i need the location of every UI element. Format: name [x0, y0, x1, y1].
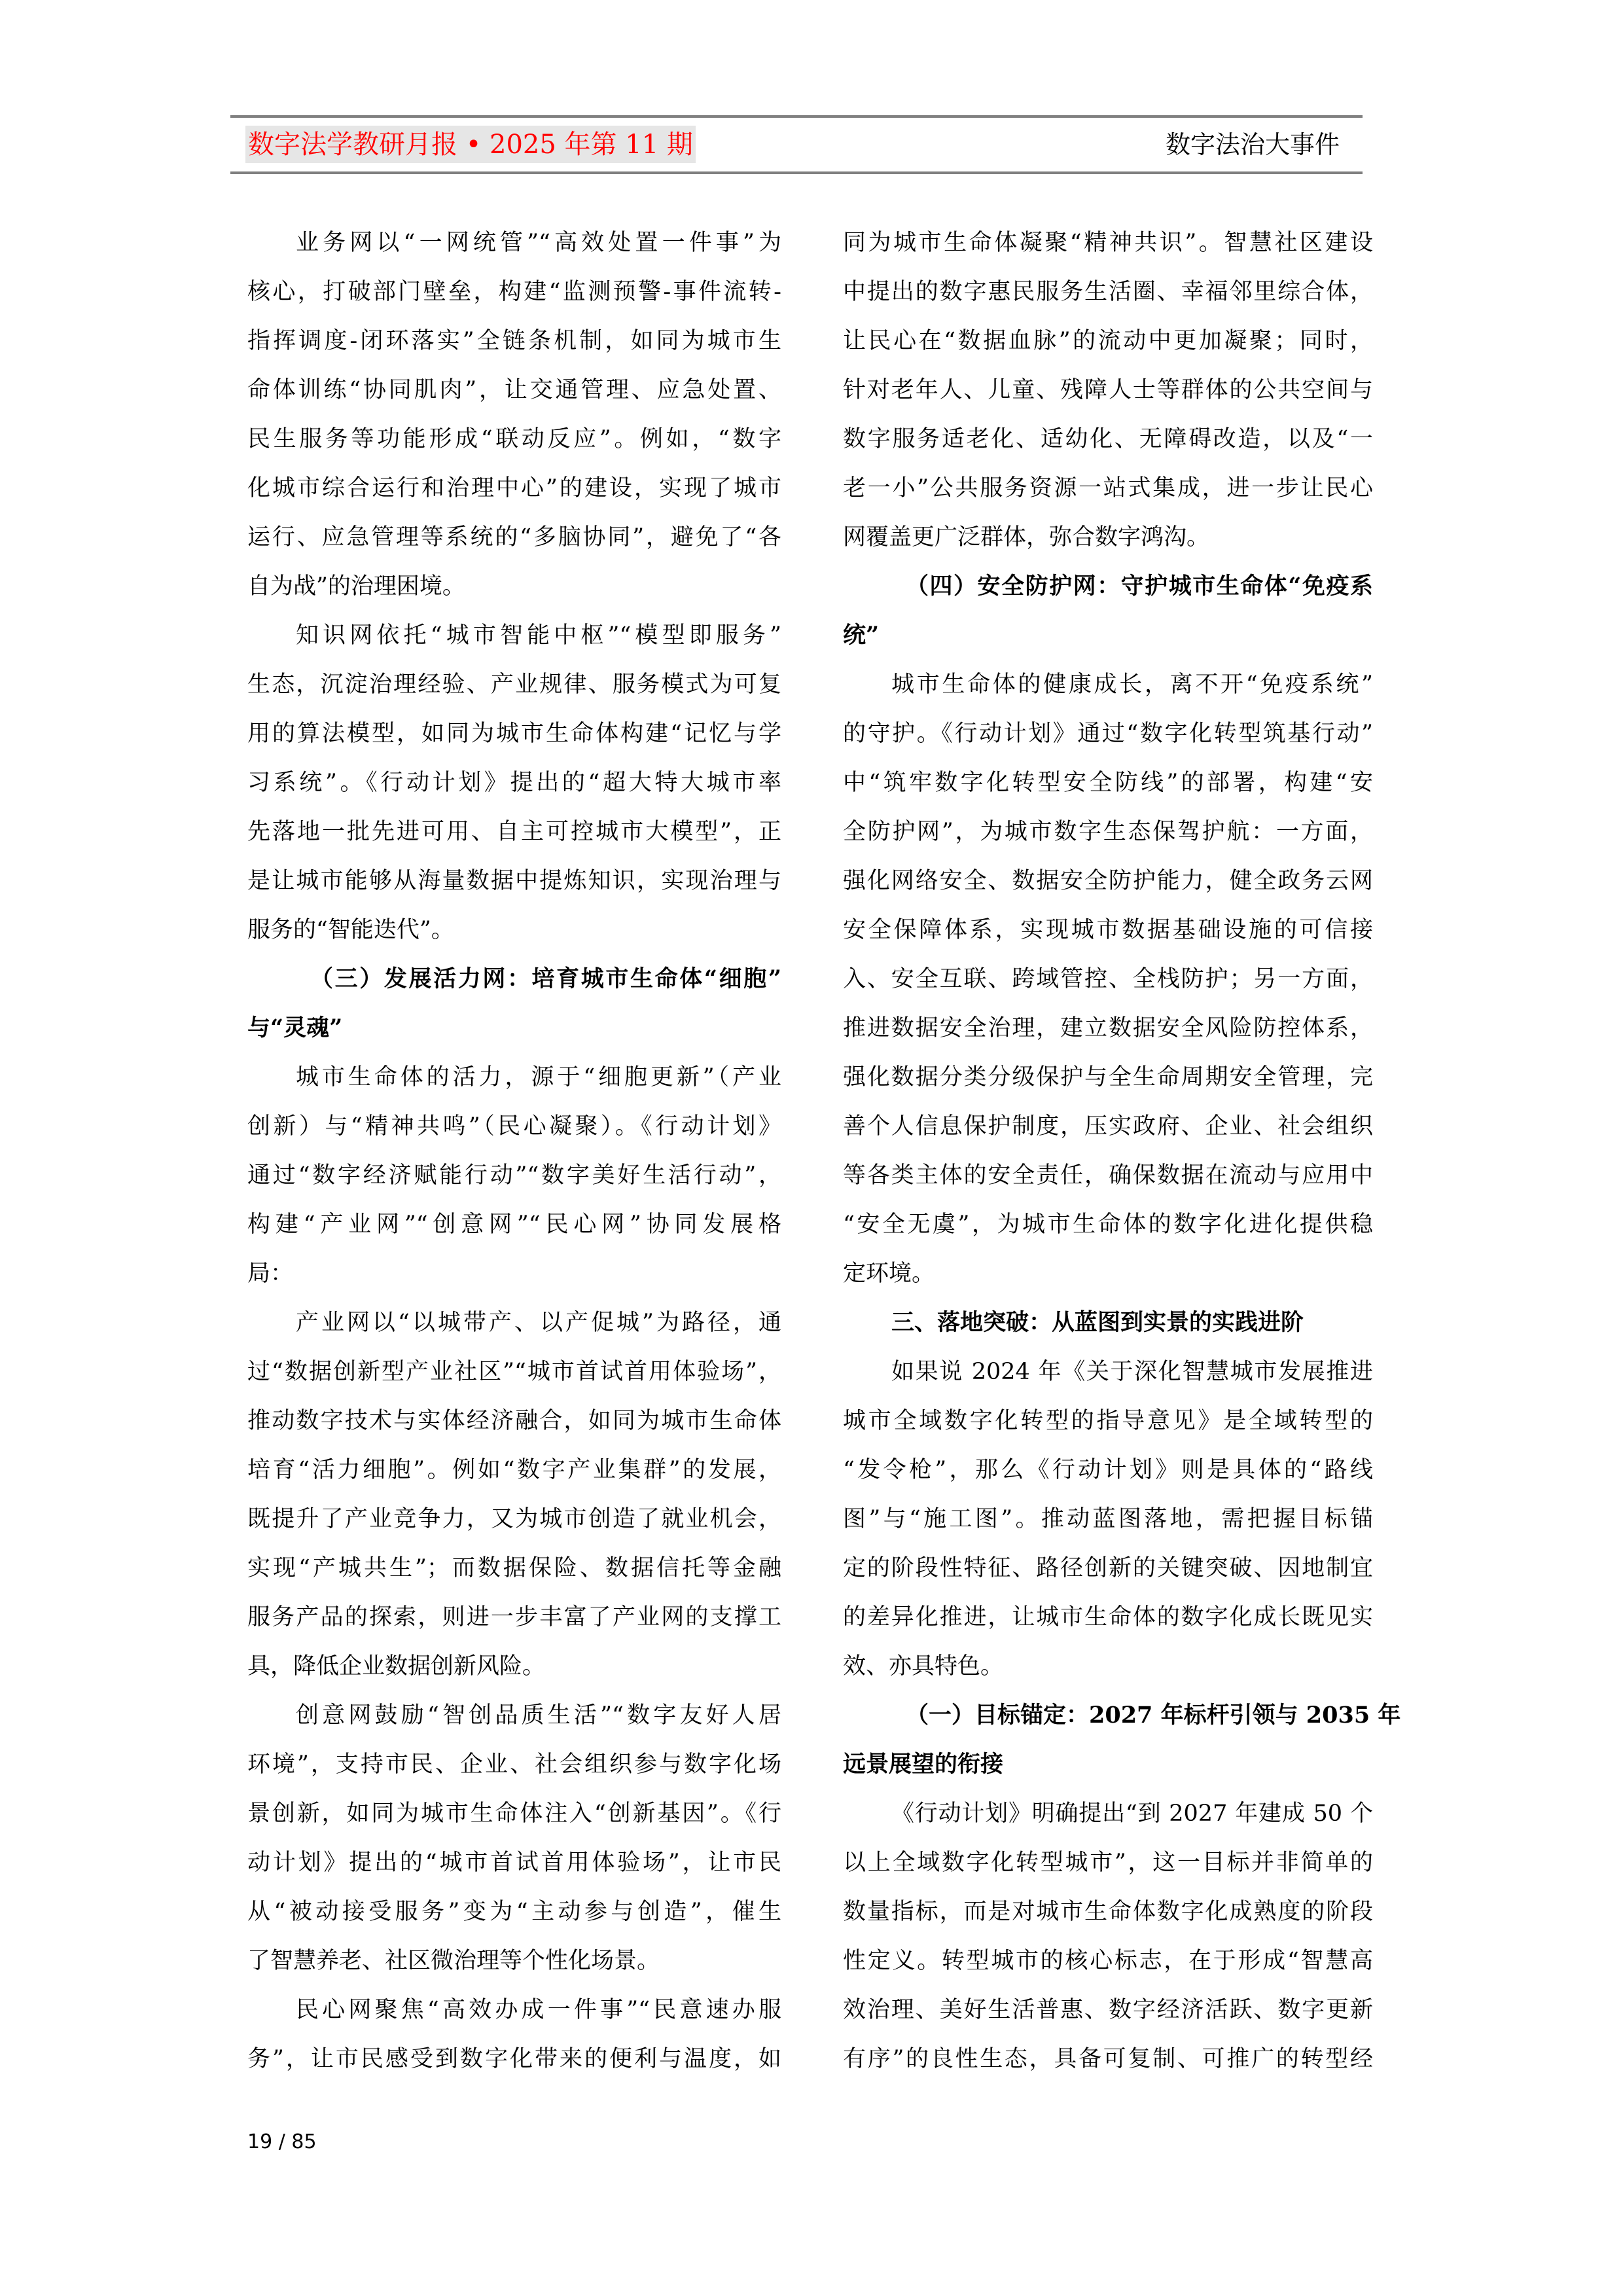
text-line: 景创新，如同为城市生命体注入“创新基因”。《行	[247, 1801, 781, 1827]
paragraph-first-line: 城市生命体的活力，源于“细胞更新”（产业	[296, 1064, 781, 1090]
paragraph-last-line: 局：	[247, 1261, 294, 1287]
text-line: 中“筑牢数字化转型安全防线”的部署，构建“安	[843, 770, 1373, 796]
text-line: 服务产品的探索，则进一步丰富了产业网的支撑工	[247, 1604, 781, 1630]
text-line: 民生服务等功能形成“联动反应”。例如，“数字	[247, 426, 781, 452]
text-line: 强化数据分类分级保护与全生命周期安全管理，完	[843, 1064, 1373, 1090]
header-bottom-rule	[230, 171, 1363, 174]
text-line: 同为城市生命体凝聚“精神共识”。智慧社区建设	[843, 230, 1373, 256]
paragraph-last-line: 效、亦具特色。	[843, 1653, 1004, 1679]
paragraph-last-line: 服务的“智能迭代”。	[247, 917, 454, 943]
text-line: 数字服务适老化、适幼化、无障碍改造，以及“一	[843, 426, 1373, 452]
text-line: 环境”，支持市民、企业、社会组织参与数字化场	[247, 1751, 781, 1778]
right-column	[843, 224, 1401, 2090]
text-line: 善个人信息保护制度，压实政府、企业、社会组织	[843, 1113, 1373, 1139]
paragraph-first-line: 城市生命体的健康成长，离不开“免疫系统”	[891, 672, 1373, 698]
text-line: 性定义。转型城市的核心标志，在于形成“智慧高	[843, 1948, 1373, 1974]
text-line: 构建“产业网”“创意网”“民心网”协同发展格	[247, 1211, 781, 1238]
section-heading: 三、落地突破：从蓝图到实景的实践进阶	[891, 1309, 1304, 1336]
text-line: 先落地一批先进可用、自主可控城市大模型”，正	[247, 819, 781, 845]
text-line: 效治理、美好生活普惠、数字经济活跃、数字更新	[843, 1997, 1373, 2023]
left-column	[247, 224, 781, 2090]
subheading-line: （三）发展活力网：培育城市生命体“细胞”	[310, 965, 781, 992]
text-line: 有序”的良性生态，具备可复制、可推广的转型经	[843, 2046, 1373, 2072]
text-line: 等各类主体的安全责任，确保数据在流动与应用中	[843, 1162, 1373, 1189]
text-line: 老一小”公共服务资源一站式集成，进一步让民心	[843, 475, 1373, 501]
paragraph-last-line: 定环境。	[843, 1261, 935, 1287]
text-line: 让民心在“数据血脉”的流动中更加凝聚；同时，	[843, 328, 1373, 354]
text-line: 强化网络安全、数据安全防护能力，健全政务云网	[843, 868, 1373, 894]
text-line: 是让城市能够从海量数据中提炼知识，实现治理与	[247, 868, 781, 894]
paragraph-last-line: 具，降低企业数据创新风险。	[247, 1653, 546, 1679]
paragraph-first-line: 创意网鼓励“智创品质生活”“数字友好人居	[296, 1702, 781, 1729]
text-line: 习系统”。《行动计划》提出的“超大特大城市率	[247, 770, 781, 796]
text-line: 中提出的数字惠民服务生活圈、幸福邻里综合体，	[843, 279, 1373, 305]
text-line: 生态，沉淀治理经验、产业规律、服务模式为可复	[247, 672, 781, 698]
text-line: 既提升了产业竞争力，又为城市创造了就业机会，	[247, 1506, 781, 1532]
page-number: 19 / 85	[247, 2130, 317, 2153]
text-line: 实现“产城共生”；而数据保险、数据信托等金融	[247, 1555, 781, 1581]
subheading-line: （四）安全防护网：守护城市生命体“免疫系	[906, 573, 1373, 600]
text-line: 推进数据安全治理，建立数据安全风险防控体系，	[843, 1015, 1373, 1041]
text-line: 入、安全互联、跨域管控、全栈防护；另一方面，	[843, 966, 1373, 992]
subheading-line: 远景展望的衔接	[843, 1751, 1004, 1778]
text-line: 安全保障体系，实现城市数据基础设施的可信接	[843, 917, 1373, 943]
text-line: 指挥调度-闭环落实”全链条机制，如同为城市生	[247, 328, 781, 354]
text-line: 以上全域数字化转型城市”，这一目标并非简单的	[843, 1850, 1373, 1876]
paragraph-last-line: 了智慧养老、社区微治理等个性化场景。	[247, 1948, 660, 1974]
text-line: 定的阶段性特征、路径创新的关键突破、因地制宜	[843, 1555, 1373, 1581]
text-line: 运行、应急管理等系统的“多脑协同”，避免了“各	[247, 524, 781, 550]
text-line: 从“被动接受服务”变为“主动参与创造”，催生	[247, 1899, 781, 1925]
text-line: 动计划》提出的“城市首试首用体验场”，让市民	[247, 1850, 781, 1876]
text-line: 化城市综合运行和治理中心”的建设，实现了城市	[247, 475, 781, 501]
text-line: 培育“活力细胞”。例如“数字产业集群”的发展，	[247, 1457, 781, 1483]
subheading-line: （一）目标锚定：2027 年标杆引领与 2035 年	[906, 1702, 1401, 1729]
text-line: “发令枪”，那么《行动计划》则是具体的“路线	[843, 1457, 1373, 1483]
text-line: 过“数据创新型产业社区”“城市首试首用体验场”，	[247, 1359, 781, 1385]
text-line: 的差异化推进，让城市生命体的数字化成长既见实	[843, 1604, 1373, 1630]
text-line: 核心，打破部门壁垒，构建“监测预警-事件流转-	[247, 279, 781, 305]
subheading-line: 与“灵魂”	[247, 1014, 343, 1041]
text-line: 通过“数字经济赋能行动”“数字美好生活行动”，	[247, 1162, 781, 1189]
text-line: 务”，让市民感受到数字化带来的便利与温度，如	[247, 2046, 781, 2072]
text-line: 全防护网”，为城市数字生态保驾护航：一方面，	[843, 819, 1373, 845]
subheading-line: 统”	[843, 622, 880, 649]
text-line: 用的算法模型，如同为城市生命体构建“记忆与学	[247, 721, 781, 747]
text-line: 创新）与“精神共鸣”（民心凝聚）。《行动计划》	[247, 1113, 781, 1139]
text-line: 针对老年人、儿童、残障人士等群体的公共空间与	[843, 377, 1373, 403]
journal-title: 数字法学教研月报 • 2025 年第 11 期	[248, 130, 693, 160]
text-line: 的守护。《行动计划》通过“数字化转型筑基行动”	[843, 721, 1373, 747]
text-line: 数量指标，而是对城市生命体数字化成熟度的阶段	[843, 1899, 1373, 1925]
text-line: 推动数字技术与实体经济融合，如同为城市生命体	[247, 1408, 781, 1434]
paragraph-first-line: 知识网依托“城市智能中枢”“模型即服务”	[296, 622, 781, 649]
paragraph-first-line: 如果说 2024 年《关于深化智慧城市发展推进	[891, 1359, 1373, 1385]
header-top-rule	[230, 115, 1363, 118]
paragraph-first-line: 《行动计划》明确提出“到 2027 年建成 50 个	[891, 1801, 1373, 1827]
text-line: 命体训练“协同肌肉”，让交通管理、应急处置、	[247, 377, 781, 403]
text-line: 城市全域数字化转型的指导意见》是全域转型的	[843, 1408, 1373, 1434]
section-name: 数字法治大事件	[1165, 130, 1340, 159]
text-line: “安全无虞”，为城市生命体的数字化进化提供稳	[843, 1211, 1373, 1238]
text-line: 图”与“施工图”。推动蓝图落地，需把握目标锚	[843, 1506, 1373, 1532]
paragraph-first-line: 业务网以“一网统管”“高效处置一件事”为	[296, 230, 781, 256]
journal-title-box	[245, 126, 696, 163]
paragraph-last-line: 自为战”的治理困境。	[247, 573, 465, 600]
paragraph-first-line: 产业网以“以城带产、以产促城”为路径，通	[296, 1310, 781, 1336]
paragraph-last-line: 网覆盖更广泛群体，弥合数字鸿沟。	[843, 524, 1210, 550]
paragraph-first-line: 民心网聚焦“高效办成一件事”“民意速办服	[296, 1997, 781, 2023]
